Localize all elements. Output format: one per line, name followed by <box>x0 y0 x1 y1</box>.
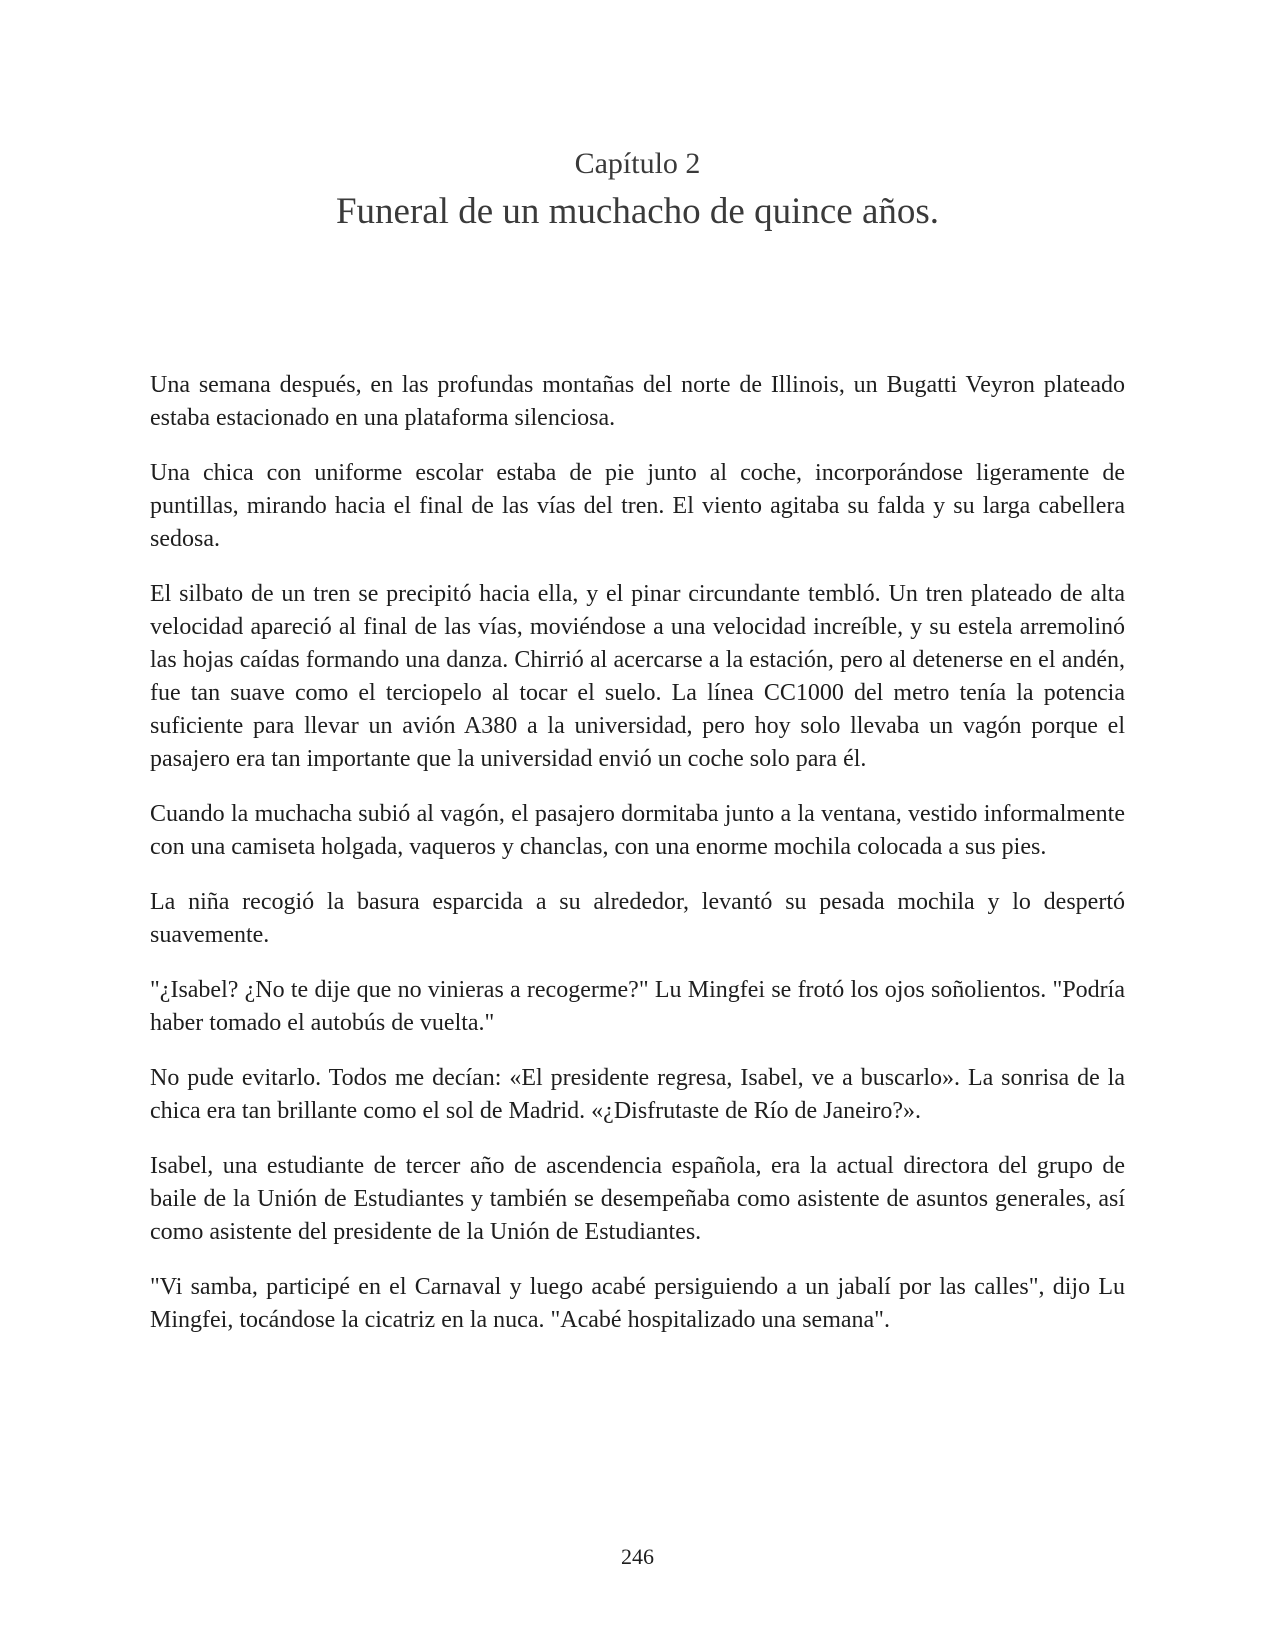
paragraph: "Vi samba, participé en el Carnaval y luego acabé persiguiendo a un jabalí por las calles", dijo Lu Mingfei, tocándose la cicatriz en la nuca. "Acabé hospitalizado una semana". <box>150 1274 1125 1333</box>
page-number: 246 <box>621 1544 654 1569</box>
paragraph: Cuando la muchacha subió al vagón, el pasajero dormitaba junto a la ventana, vestido informalmente con una camiseta holgada, vaqueros y chanclas, con una enorme mochila colocada a sus pies. <box>150 801 1125 860</box>
paragraph: Isabel, una estudiante de tercer año de ascendencia española, era la actual directora del grupo de baile de la Unión de Estudiantes y también se desempeñaba como asistente de asuntos generales, así como asistente del presidente de la Unión de Estudiantes. <box>150 1153 1125 1245</box>
paragraph: El silbato de un tren se precipitó hacia ella, y el pinar circundante tembló. Un tren plateado de alta velocidad apareció al final de las vías, moviéndose a una velocidad increíble, y su estela arremolinó las hojas caídas formando una danza. Chirrió al acercarse a la estación, pero al detenerse en el andén, fue tan suave como el terciopelo al tocar el suelo. La línea CC1000 del metro tenía la potencia suficiente para llevar un avión A380 a la universidad, pero hoy solo llevaba un vagón porque el pasajero era tan importante que la universidad envió un coche solo para él. <box>150 581 1125 772</box>
paragraph: Una chica con uniforme escolar estaba de pie junto al coche, incorporándose ligeramente de puntillas, mirando hacia el final de las vías del tren. El viento agitaba su falda y su larga cabellera sedosa. <box>150 460 1125 552</box>
chapter-title: Funeral de un muchacho de quince años. <box>335 191 940 232</box>
paragraph: No pude evitarlo. Todos me decían: «El presidente regresa, Isabel, ve a buscarlo». La sonrisa de la chica era tan brillante como el sol de Madrid. «¿Disfrutaste de Río de Janeiro?». <box>150 1065 1125 1124</box>
paragraph: La niña recogió la basura esparcida a su alrededor, levantó su pesada mochila y lo despertó suavemente. <box>150 889 1125 948</box>
paragraph: "¿Isabel? ¿No te dije que no vinieras a recogerme?" Lu Mingfei se frotó los ojos soñolientos. "Podría haber tomado el autobús de vuelta." <box>150 977 1125 1036</box>
paragraph: Una semana después, en las profundas montañas del norte de Illinois, un Bugatti Veyron plateado estaba estacionado en una plataforma silenciosa. <box>150 372 1125 431</box>
chapter-number: Capítulo 2 <box>574 147 701 180</box>
body-text <box>150 369 1125 1359</box>
